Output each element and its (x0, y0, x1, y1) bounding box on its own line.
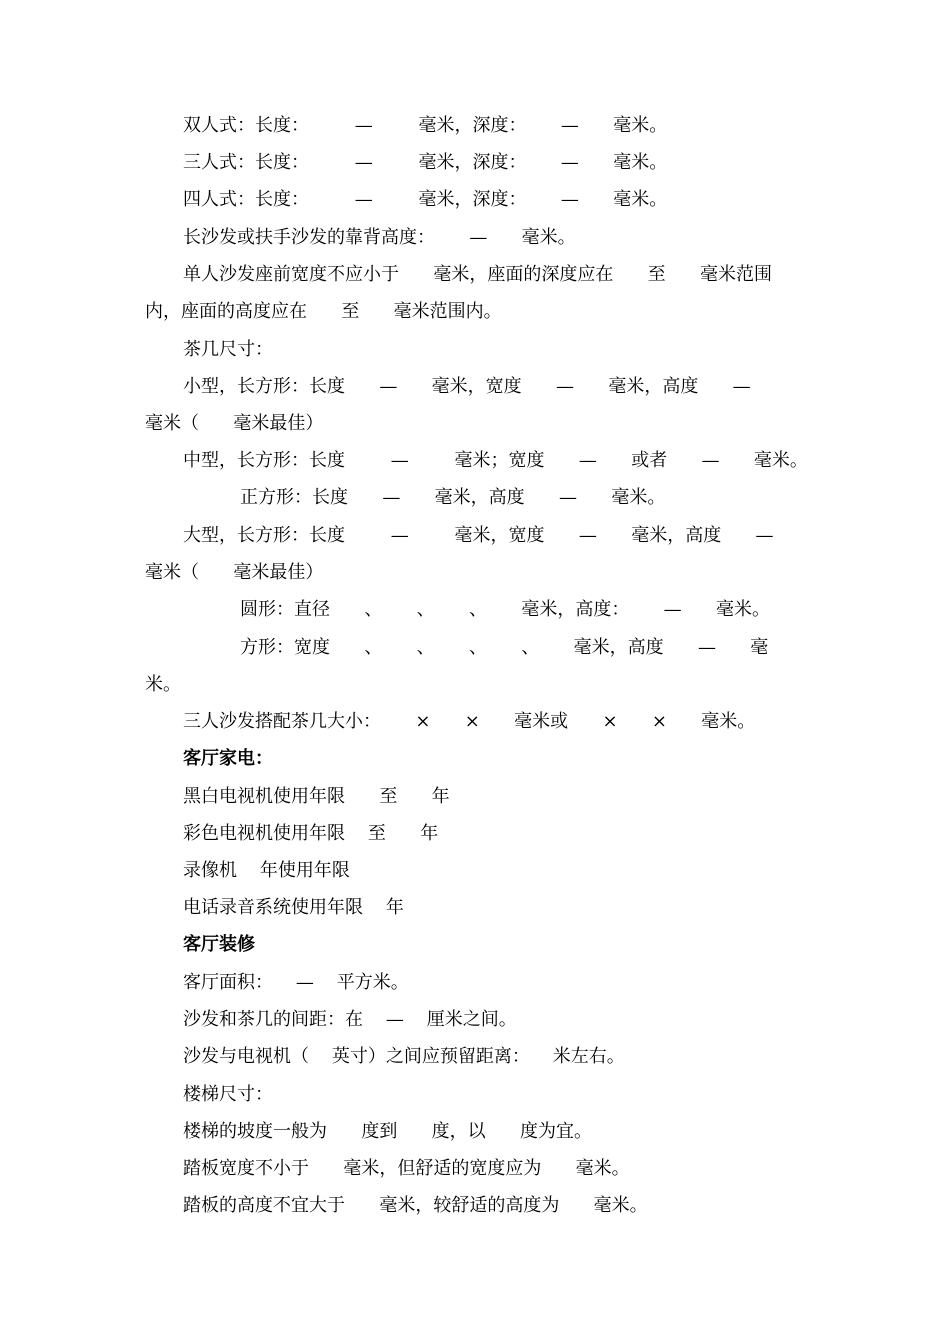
text-line: 圆形：直径 、 、 、 毫米，高度： — 毫米。 (240, 599, 770, 620)
text-line: 双人式：长度： — 毫米，深度： — 毫米。 (183, 115, 668, 136)
text-line: 楼梯的坡度一般为 度到 度，以 度为宜。 (183, 1121, 592, 1142)
text-line: 内，座面的高度应在 至 毫米范围内。 (145, 301, 502, 322)
text-line: 米。 (145, 674, 181, 695)
text-line: 茶几尺寸： (183, 339, 273, 360)
text-line: 长沙发或扶手沙发的靠背高度： — 毫米。 (183, 227, 576, 248)
text-line: 彩色电视机使用年限 至 年 (183, 823, 439, 844)
text-line: 楼梯尺寸： (183, 1084, 273, 1105)
text-line: 大型，长方形：长度 — 毫米，宽度 — 毫米，高度 — (183, 525, 774, 546)
text-line: 三人沙发搭配茶几大小： × × 毫米或 × × 毫米。 (183, 711, 756, 732)
text-line: 毫米（ 毫米最佳） (145, 562, 324, 583)
section-heading: 客厅装修 (183, 934, 255, 955)
text-line: 四人式：长度： — 毫米，深度： — 毫米。 (183, 189, 668, 210)
text-line: 三人式：长度： — 毫米，深度： — 毫米。 (183, 152, 668, 173)
text-line: 中型，长方形：长度 — 毫米；宽度 — 或者 — 毫米。 (183, 450, 808, 471)
text-line: 沙发与电视机（ 英寸）之间应预留距离： 米左右。 (183, 1046, 625, 1067)
text-line: 沙发和茶几的间距：在 — 厘米之间。 (183, 1009, 517, 1030)
text-line: 踏板的高度不宜大于 毫米，较舒适的高度为 毫米。 (183, 1195, 648, 1216)
text-line: 单人沙发座前宽度不应小于 毫米，座面的深度应在 至 毫米范围 (183, 264, 772, 285)
text-line: 黑白电视机使用年限 至 年 (183, 786, 450, 807)
text-line: 客厅面积： — 平方米。 (183, 972, 409, 993)
text-line: 踏板宽度不小于 毫米，但舒适的宽度应为 毫米。 (183, 1158, 630, 1179)
text-line: 毫米（ 毫米最佳） (145, 413, 324, 434)
text-line: 电话录音系统使用年限 年 (183, 897, 404, 918)
text-line: 录像机 年使用年限 (183, 860, 350, 881)
text-line: 小型，长方形：长度 — 毫米，宽度 — 毫米，高度 — (183, 376, 751, 397)
text-line: 方形：宽度 、 、 、 、 毫米，高度 — 毫 (240, 637, 769, 658)
text-line: 正方形：长度 — 毫米，高度 — 毫米。 (240, 487, 666, 508)
section-heading: 客厅家电： (183, 748, 273, 769)
